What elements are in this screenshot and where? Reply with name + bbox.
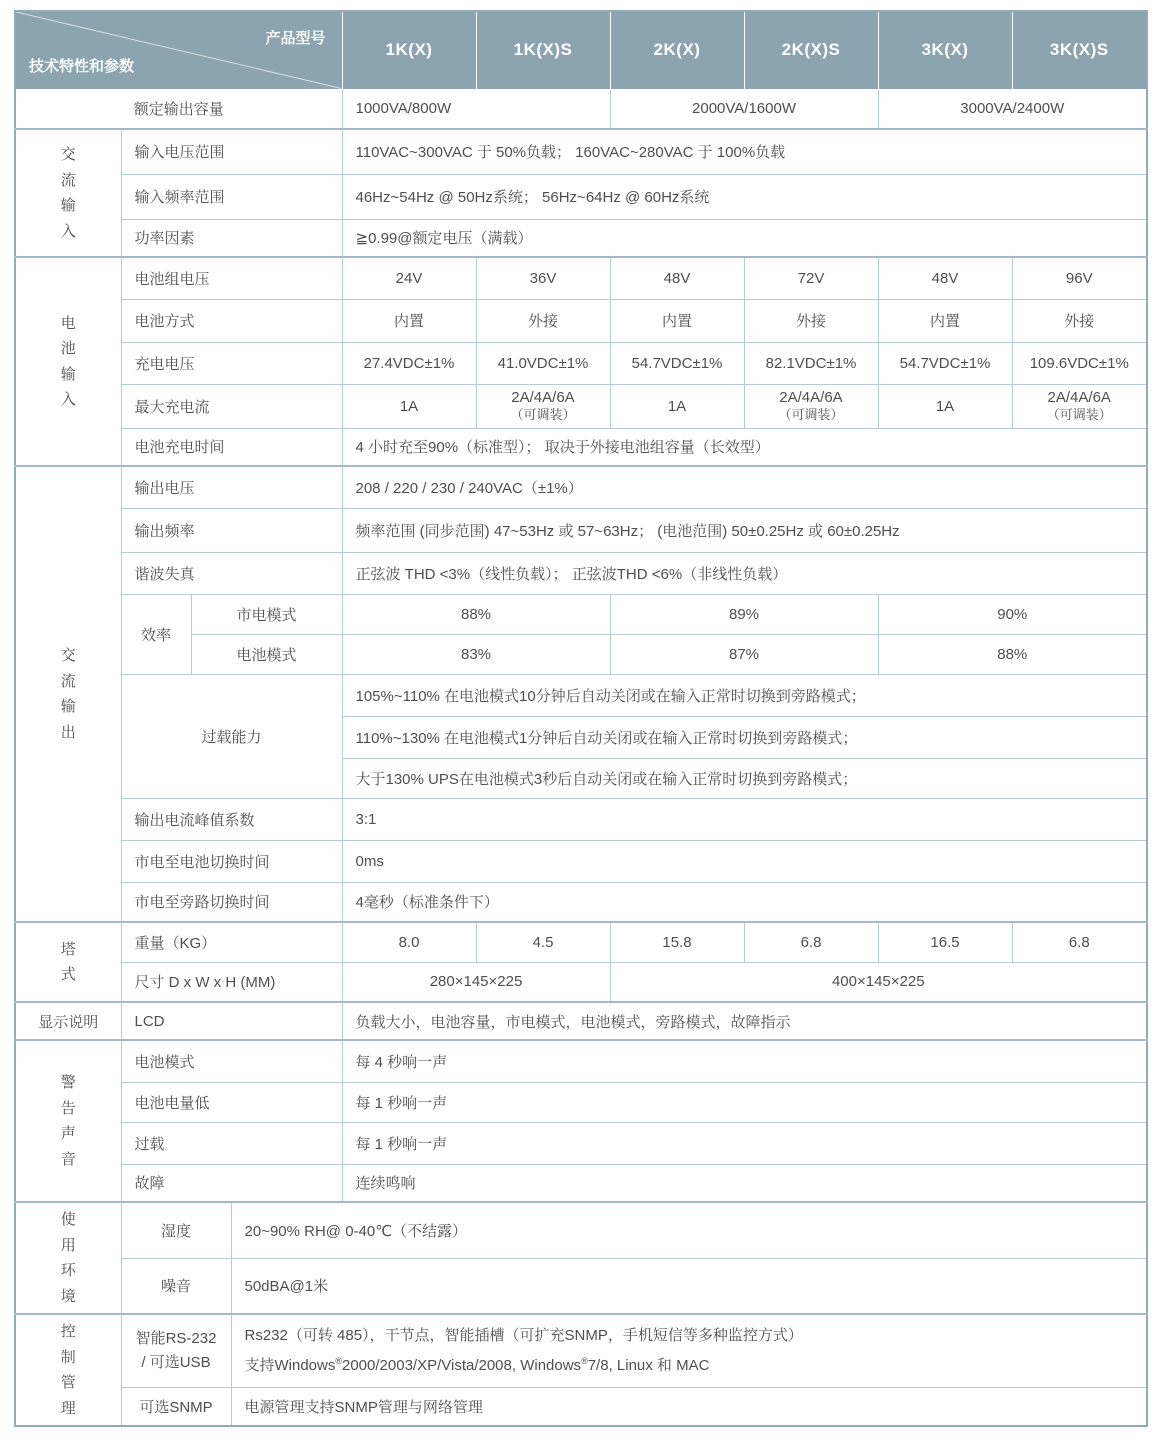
table-row	[15, 552, 1147, 594]
table-row	[15, 1164, 1147, 1202]
param-value: 41.0VDC±1%	[476, 342, 610, 384]
param-label: 电池模式	[121, 1040, 342, 1082]
registered-trademark-icon: ®	[581, 1355, 588, 1366]
param-value: 88%	[342, 594, 610, 634]
section-group-label: 使用环境	[15, 1202, 121, 1314]
model-header-3kx: 3K(X)	[878, 11, 1012, 89]
param-label: 功率因素	[121, 219, 342, 257]
table-row	[15, 1040, 1147, 1082]
param-value: 1A	[878, 384, 1012, 428]
param-label: 输出电压	[121, 466, 342, 508]
param-value: 54.7VDC±1%	[878, 342, 1012, 384]
param-value: 1A	[342, 384, 476, 428]
param-value: 内置	[878, 299, 1012, 342]
table-row	[15, 257, 1147, 299]
table-row	[15, 674, 1147, 716]
param-label: 电池方式	[121, 299, 342, 342]
diagonal-divider-icon	[16, 12, 342, 89]
param-value: 90%	[878, 594, 1147, 634]
corner-product-model-label: 产品型号	[265, 30, 326, 47]
param-value: 15.8	[610, 922, 744, 962]
table-row	[15, 384, 1147, 428]
param-value: 110%~130% 在电池模式1分钟后自动关闭或在输入正常时切换到旁路模式；	[342, 716, 1147, 758]
param-value: 20~90% RH@ 0-40℃（不结露）	[231, 1202, 1147, 1258]
table-row	[15, 840, 1147, 882]
param-value: 外接	[1012, 299, 1147, 342]
param-value: 2A/4A/6A （可调装）	[476, 384, 610, 428]
section-group-label: 电池输入	[15, 257, 121, 466]
param-label: 电池组电压	[121, 257, 342, 299]
table-header-row	[15, 11, 1147, 89]
table-row	[15, 174, 1147, 219]
param-value: 大于130% UPS在电池模式3秒后自动关闭或在输入正常时切换到旁路模式；	[342, 758, 1147, 798]
table-row	[15, 1122, 1147, 1164]
param-value: 4.5	[476, 922, 610, 962]
param-value: Rs232（可转 485），干节点，智能插槽（可扩充SNMP，手机短信等多种监控方式） 支持Windows®2000/2003/XP/Vista/2008, Windows®7/8, Linux 和 MAC	[231, 1314, 1147, 1387]
param-value: 频率范围 (同步范围) 47~53Hz 或 57~63Hz； (电池范围) 50±0.25Hz 或 60±0.25Hz	[342, 508, 1147, 552]
param-value: 208 / 220 / 230 / 240VAC（±1%）	[342, 466, 1147, 508]
param-value: 3000VA/2400W	[878, 89, 1147, 129]
table-row	[15, 428, 1147, 466]
spec-table	[14, 10, 1148, 1427]
rated-capacity-row	[15, 89, 1147, 129]
model-header-2kx: 2K(X)	[610, 11, 744, 89]
param-value: 每 1 秒响一声	[342, 1122, 1147, 1164]
section-group-label: 塔式	[15, 922, 121, 1002]
param-value: 2A/4A/6A （可调装）	[744, 384, 878, 428]
param-label: 过载能力	[121, 674, 342, 798]
param-label: 电池电量低	[121, 1082, 342, 1122]
param-value: 8.0	[342, 922, 476, 962]
corner-header-cell	[15, 11, 342, 89]
table-row	[15, 299, 1147, 342]
table-row	[15, 1258, 1147, 1314]
model-header-2kxs: 2K(X)S	[744, 11, 878, 89]
table-row	[15, 882, 1147, 922]
section-group-label: 交流输入	[15, 129, 121, 257]
param-label: 额定输出容量	[15, 89, 342, 129]
param-value: 6.8	[1012, 922, 1147, 962]
param-value: 16.5	[878, 922, 1012, 962]
param-value: 280×145×225	[342, 962, 610, 1002]
param-value: 外接	[744, 299, 878, 342]
param-label: 输入频率范围	[121, 174, 342, 219]
param-label: 电池充电时间	[121, 428, 342, 466]
param-value: 0ms	[342, 840, 1147, 882]
param-label: LCD	[121, 1002, 342, 1040]
param-label: 最大充电流	[121, 384, 342, 428]
param-value: 87%	[610, 634, 878, 674]
table-row	[15, 798, 1147, 840]
param-value: 1A	[610, 384, 744, 428]
param-value: 连续鸣响	[342, 1164, 1147, 1202]
table-row	[15, 508, 1147, 552]
efficiency-label: 效率	[121, 594, 191, 674]
param-label: 输出电流峰值系数	[121, 798, 342, 840]
param-value: 54.7VDC±1%	[610, 342, 744, 384]
param-label: 输入电压范围	[121, 129, 342, 174]
param-value: 2000VA/1600W	[610, 89, 878, 129]
param-label: 湿度	[121, 1202, 231, 1258]
section-group-label: 控制管理	[15, 1314, 121, 1426]
param-value: 内置	[610, 299, 744, 342]
model-header-1kxs: 1K(X)S	[476, 11, 610, 89]
table-row	[15, 594, 1147, 634]
param-value: 83%	[342, 634, 610, 674]
adjustable-note: （可调装）	[1046, 407, 1112, 423]
param-label: 市电至电池切换时间	[121, 840, 342, 882]
param-value: 电源管理支持SNMP管理与网络管理	[231, 1387, 1147, 1426]
param-value: 内置	[342, 299, 476, 342]
param-label: 市电模式	[191, 594, 342, 634]
param-value: 46Hz~54Hz @ 50Hz系统； 56Hz~64Hz @ 60Hz系统	[342, 174, 1147, 219]
table-row	[15, 1082, 1147, 1122]
model-header-1kx: 1K(X)	[342, 11, 476, 89]
param-value: 3:1	[342, 798, 1147, 840]
table-row	[15, 129, 1147, 174]
param-label: 重量（KG）	[121, 922, 342, 962]
param-value: 24V	[342, 257, 476, 299]
table-row	[15, 922, 1147, 962]
param-label: 市电至旁路切换时间	[121, 882, 342, 922]
section-group-label: 交流输出	[15, 466, 121, 922]
param-value: 72V	[744, 257, 878, 299]
param-value: 4 小时充至90%（标准型）； 取决于外接电池组容量（长效型）	[342, 428, 1147, 466]
corner-tech-params-label: 技术特性和参数	[29, 57, 135, 75]
adjustable-note: （可调装）	[778, 407, 844, 423]
param-value: 6.8	[744, 922, 878, 962]
param-value: 每 1 秒响一声	[342, 1082, 1147, 1122]
param-label: 过载	[121, 1122, 342, 1164]
param-value: 27.4VDC±1%	[342, 342, 476, 384]
param-label: 充电电压	[121, 342, 342, 384]
param-label: 电池模式	[191, 634, 342, 674]
param-value: 36V	[476, 257, 610, 299]
param-value: 48V	[610, 257, 744, 299]
param-value: ≧0.99@额定电压（满载）	[342, 219, 1147, 257]
param-value: 4毫秒（标准条件下）	[342, 882, 1147, 922]
param-label: 智能RS-232 / 可选USB	[121, 1314, 231, 1387]
param-value: 89%	[610, 594, 878, 634]
param-value: 109.6VDC±1%	[1012, 342, 1147, 384]
param-value: 2A/4A/6A （可调装）	[1012, 384, 1147, 428]
param-label: 故障	[121, 1164, 342, 1202]
param-value: 110VAC~300VAC 于 50%负载； 160VAC~280VAC 于 100%负载	[342, 129, 1147, 174]
param-value: 82.1VDC±1%	[744, 342, 878, 384]
param-value: 正弦波 THD <3%（线性负载）； 正弦波THD <6%（非线性负载）	[342, 552, 1147, 594]
param-value: 48V	[878, 257, 1012, 299]
table-row	[15, 1002, 1147, 1040]
param-value: 50dBA@1米	[231, 1258, 1147, 1314]
section-group-label: 显示说明	[15, 1002, 121, 1040]
param-value: 96V	[1012, 257, 1147, 299]
section-group-label: 警告声音	[15, 1040, 121, 1202]
param-label: 谐波失真	[121, 552, 342, 594]
registered-trademark-icon: ®	[335, 1355, 342, 1366]
table-row	[15, 219, 1147, 257]
param-value: 负载大小，电池容量，市电模式，电池模式，旁路模式，故障指示	[342, 1002, 1147, 1040]
param-value: 每 4 秒响一声	[342, 1040, 1147, 1082]
param-value: 外接	[476, 299, 610, 342]
table-row	[15, 1387, 1147, 1426]
param-label: 可选SNMP	[121, 1387, 231, 1426]
param-label: 噪音	[121, 1258, 231, 1314]
table-row	[15, 1314, 1147, 1387]
table-row	[15, 962, 1147, 1002]
param-value: 88%	[878, 634, 1147, 674]
table-row	[15, 466, 1147, 508]
param-label: 输出频率	[121, 508, 342, 552]
model-header-3kxs: 3K(X)S	[1012, 11, 1147, 89]
param-value: 1000VA/800W	[342, 89, 610, 129]
table-row	[15, 1202, 1147, 1258]
param-label: 尺寸 D x W x H (MM)	[121, 962, 342, 1002]
param-value: 400×145×225	[610, 962, 1147, 1002]
table-row	[15, 342, 1147, 384]
param-value: 105%~110% 在电池模式10分钟后自动关闭或在输入正常时切换到旁路模式；	[342, 674, 1147, 716]
adjustable-note: （可调装）	[510, 407, 576, 423]
